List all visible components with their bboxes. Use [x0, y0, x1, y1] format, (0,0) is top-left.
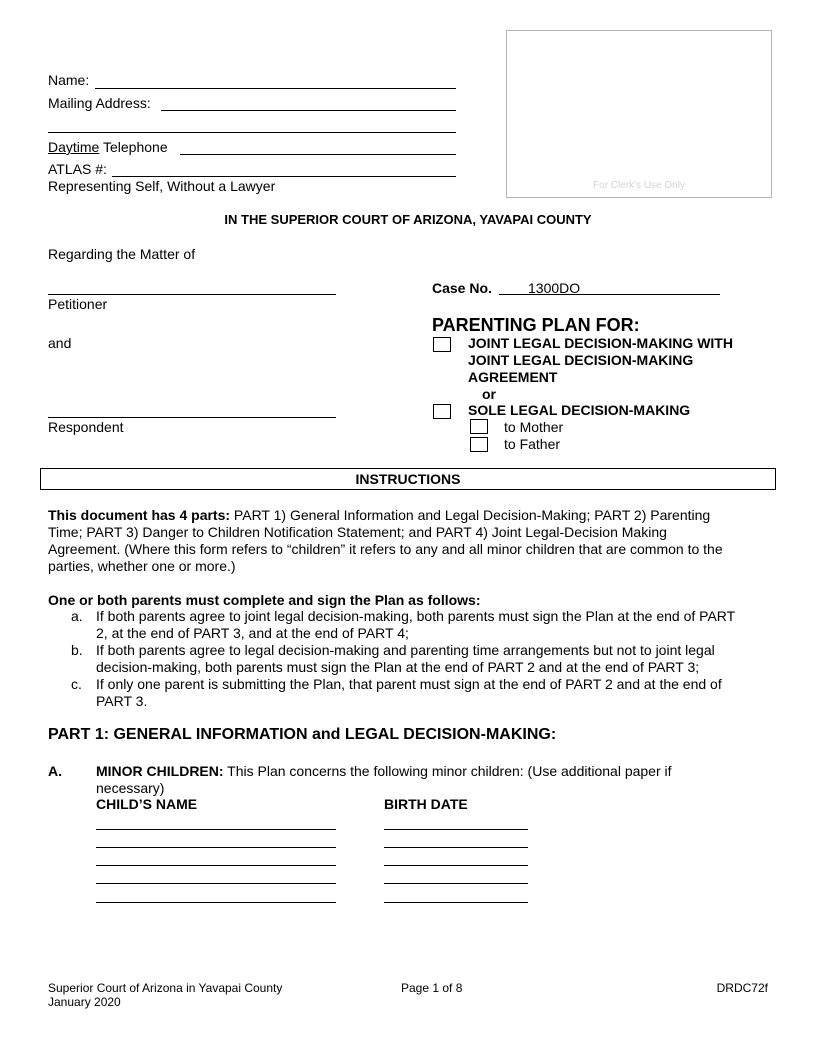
sign-rule-a [71, 608, 786, 642]
parts-line-1-text: PART 1) General Information and Legal Decision-Making; PART 2) Parenting [230, 507, 711, 523]
child-name-column-header: CHILD’S NAME [96, 796, 198, 812]
sign-rule-b [71, 642, 786, 676]
case-number-label: Case No. [432, 280, 492, 296]
regarding-matter-label: Regarding the Matter of [48, 246, 196, 262]
minor-children-line2: necessary) [96, 780, 165, 796]
sign-rule-a-line1: If both parents agree to joint legal decision-making, both parents must sign the Plan at the end of PART [96, 608, 736, 624]
telephone-word: Telephone [99, 139, 168, 155]
minor-children-bold: MINOR CHILDREN: [96, 763, 224, 779]
case-number-value[interactable]: 1300DO [528, 280, 581, 296]
atlas-field-line[interactable] [112, 176, 456, 177]
sign-rule-c-line2: PART 3. [96, 693, 148, 709]
footer-date: January 2020 [48, 995, 121, 1009]
parts-paragraph [48, 507, 788, 575]
parts-line-4: parties, whether one or more.) [48, 558, 236, 574]
sign-rule-b-line2: decision-making, both parents must sign the Plan at the end of PART 2 and at the end of PART 3; [96, 659, 700, 675]
respondent-label: Respondent [48, 419, 124, 435]
joint-option-line1: JOINT LEGAL DECISION-MAKING WITH [468, 335, 733, 351]
footer-court: Superior Court of Arizona in Yavapai County [48, 981, 283, 995]
parts-line-2: Time; PART 3) Danger to Children Notification Statement; and PART 4) Joint Legal-Decision Making [48, 524, 667, 540]
birth-date-line-2[interactable] [384, 847, 528, 848]
minor-children-paragraph [96, 763, 776, 797]
instructions-heading-box [40, 468, 776, 490]
to-father-checkbox[interactable] [470, 437, 488, 452]
mailing-address-label: Mailing Address: [48, 95, 151, 111]
minor-children-line1 [96, 763, 776, 780]
sign-rule-c-line1: If only one parent is submitting the Plan, that parent must sign at the end of PART 2 and at the end of [96, 676, 722, 692]
sign-rule-a-line2: 2, at the end of PART 3, and at the end of PART 4; [96, 625, 409, 641]
to-father-label: to Father [504, 436, 561, 452]
sole-option-label: SOLE LEGAL DECISION-MAKING [468, 402, 691, 418]
sign-rule-a-marker: a. [71, 608, 83, 624]
daytime-telephone-label [48, 139, 168, 155]
minor-children-text: This Plan concerns the following minor children: (Use additional paper if [223, 763, 672, 779]
mailing-address-line-2[interactable] [48, 132, 456, 133]
clerk-use-box [506, 30, 772, 198]
birth-date-line-4[interactable] [384, 883, 528, 884]
daytime-word: Daytime [48, 139, 100, 155]
child-name-line-5[interactable] [96, 902, 336, 903]
or-label: or [482, 386, 496, 402]
parts-bold-lead: This document has 4 parts: [48, 507, 231, 523]
to-mother-label: to Mother [504, 419, 564, 435]
telephone-field-line[interactable] [180, 154, 456, 155]
parenting-plan-title: PARENTING PLAN FOR: [432, 315, 640, 335]
birth-date-line-5[interactable] [384, 902, 528, 903]
part1-heading: PART 1: GENERAL INFORMATION and LEGAL DECISION-MAKING: [48, 726, 557, 743]
birth-date-line-3[interactable] [384, 865, 528, 866]
sign-rule-b-marker: b. [71, 642, 83, 658]
clerk-use-label: For Clerk's Use Only [593, 180, 685, 191]
parts-line-1 [48, 507, 788, 524]
child-name-line-3[interactable] [96, 865, 336, 866]
footer-form-code: DRDC72f [716, 981, 768, 995]
sign-instructions-heading: One or both parents must complete and sign the Plan as follows: [48, 592, 481, 608]
representing-self-text: Representing Self, Without a Lawyer [48, 178, 276, 194]
birth-date-column-header: BIRTH DATE [384, 796, 468, 812]
parts-line-3: Agreement. (Where this form refers to “children” it refers to any and all minor children that are common to the [48, 541, 723, 557]
mailing-address-field-line[interactable] [161, 110, 456, 111]
respondent-line[interactable] [48, 417, 336, 418]
petitioner-line[interactable] [48, 294, 336, 295]
sign-rule-b-line1: If both parents agree to legal decision-making and parenting time arrangements but not to joint legal [96, 642, 715, 658]
sign-rule-c-marker: c. [71, 676, 82, 692]
section-a-marker: A. [48, 763, 62, 779]
court-title: IN THE SUPERIOR COURT OF ARIZONA, YAVAPAI COUNTY [224, 212, 592, 227]
joint-decision-making-checkbox[interactable] [433, 337, 451, 352]
sign-rule-c [71, 676, 786, 710]
joint-option-line2: JOINT LEGAL DECISION-MAKING [468, 352, 694, 368]
child-name-line-2[interactable] [96, 847, 336, 848]
to-mother-checkbox[interactable] [470, 419, 488, 434]
sole-decision-making-checkbox[interactable] [433, 404, 451, 419]
and-label: and [48, 335, 72, 351]
atlas-label: ATLAS #: [48, 161, 107, 177]
footer-page-number: Page 1 of 8 [401, 981, 463, 995]
joint-option-line3: AGREEMENT [468, 369, 558, 385]
name-field-line[interactable] [95, 88, 456, 89]
instructions-heading: INSTRUCTIONS [355, 471, 461, 487]
birth-date-line-1[interactable] [384, 829, 528, 830]
child-name-line-1[interactable] [96, 829, 336, 830]
petitioner-label: Petitioner [48, 296, 108, 312]
child-name-line-4[interactable] [96, 883, 336, 884]
name-label: Name: [48, 72, 90, 88]
